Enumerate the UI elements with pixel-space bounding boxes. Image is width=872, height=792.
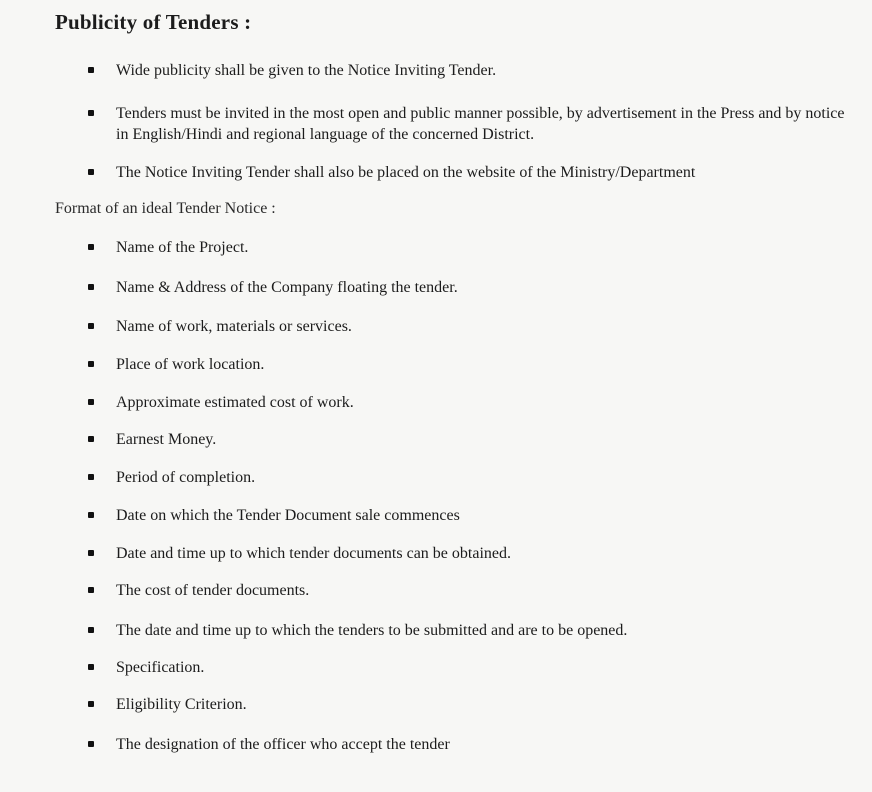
list-item-text: Wide publicity shall be given to the Notice Inviting Tender. (116, 62, 497, 79)
list-item-text: Name of the Project. (116, 239, 249, 256)
bullet-icon (88, 436, 94, 442)
list-item-text: Period of completion. (116, 469, 256, 486)
section-heading: Format of an ideal Tender Notice : (55, 200, 276, 217)
list-item (88, 505, 848, 526)
bullet-icon (88, 169, 94, 175)
page-title: Publicity of Tenders : (55, 10, 252, 34)
list-item-text: Date on which the Tender Document sale commences (116, 507, 460, 524)
list-item-text: Tenders must be invited in the most open and public manner possible, by advertisement in the Press and by notice in English/Hindi and regional language of the concerned District. (116, 105, 845, 143)
list-item (88, 467, 848, 488)
list-item-text: The designation of the officer who accept the tender (116, 736, 450, 753)
list-item-text: Earnest Money. (116, 431, 217, 448)
list-item-text: Specification. (116, 659, 205, 676)
bullet-icon (88, 512, 94, 518)
list-item-text: The date and time up to which the tenders to be submitted and are to be opened. (116, 622, 628, 639)
bullet-icon (88, 701, 94, 707)
list-item (88, 277, 848, 298)
list-item (88, 580, 848, 601)
bullet-icon (88, 67, 94, 73)
list-item (88, 316, 848, 337)
bullet-icon (88, 550, 94, 556)
list-item (88, 60, 848, 81)
list-item-text: The cost of tender documents. (116, 582, 310, 599)
bullet-icon (88, 664, 94, 670)
bullet-icon (88, 284, 94, 290)
list-item (88, 237, 848, 258)
bullet-icon (88, 244, 94, 250)
bullet-icon (88, 741, 94, 747)
list-item-text: Place of work location. (116, 356, 265, 373)
list-item-text: Approximate estimated cost of work. (116, 394, 354, 411)
list-item-text: Date and time up to which tender documents can be obtained. (116, 545, 511, 562)
bullet-icon (88, 110, 94, 116)
bullet-icon (88, 399, 94, 405)
bullet-icon (88, 627, 94, 633)
list-item (88, 694, 848, 715)
list-item-text: The Notice Inviting Tender shall also be placed on the website of the Ministry/Department (116, 164, 696, 181)
list-item (88, 392, 848, 413)
bullet-icon (88, 587, 94, 593)
bullet-icon (88, 323, 94, 329)
bullet-icon (88, 474, 94, 480)
bullet-icon (88, 361, 94, 367)
list-item (88, 657, 848, 678)
list-item (88, 103, 848, 145)
list-item (88, 354, 848, 375)
list-item-text: Eligibility Criterion. (116, 696, 247, 713)
list-item-text: Name of work, materials or services. (116, 318, 352, 335)
list-item (88, 429, 848, 450)
list-item (88, 620, 848, 641)
list-item-text: Name & Address of the Company floating the tender. (116, 279, 458, 296)
list-item (88, 543, 848, 564)
list-item (88, 734, 848, 755)
list-item (88, 162, 848, 183)
